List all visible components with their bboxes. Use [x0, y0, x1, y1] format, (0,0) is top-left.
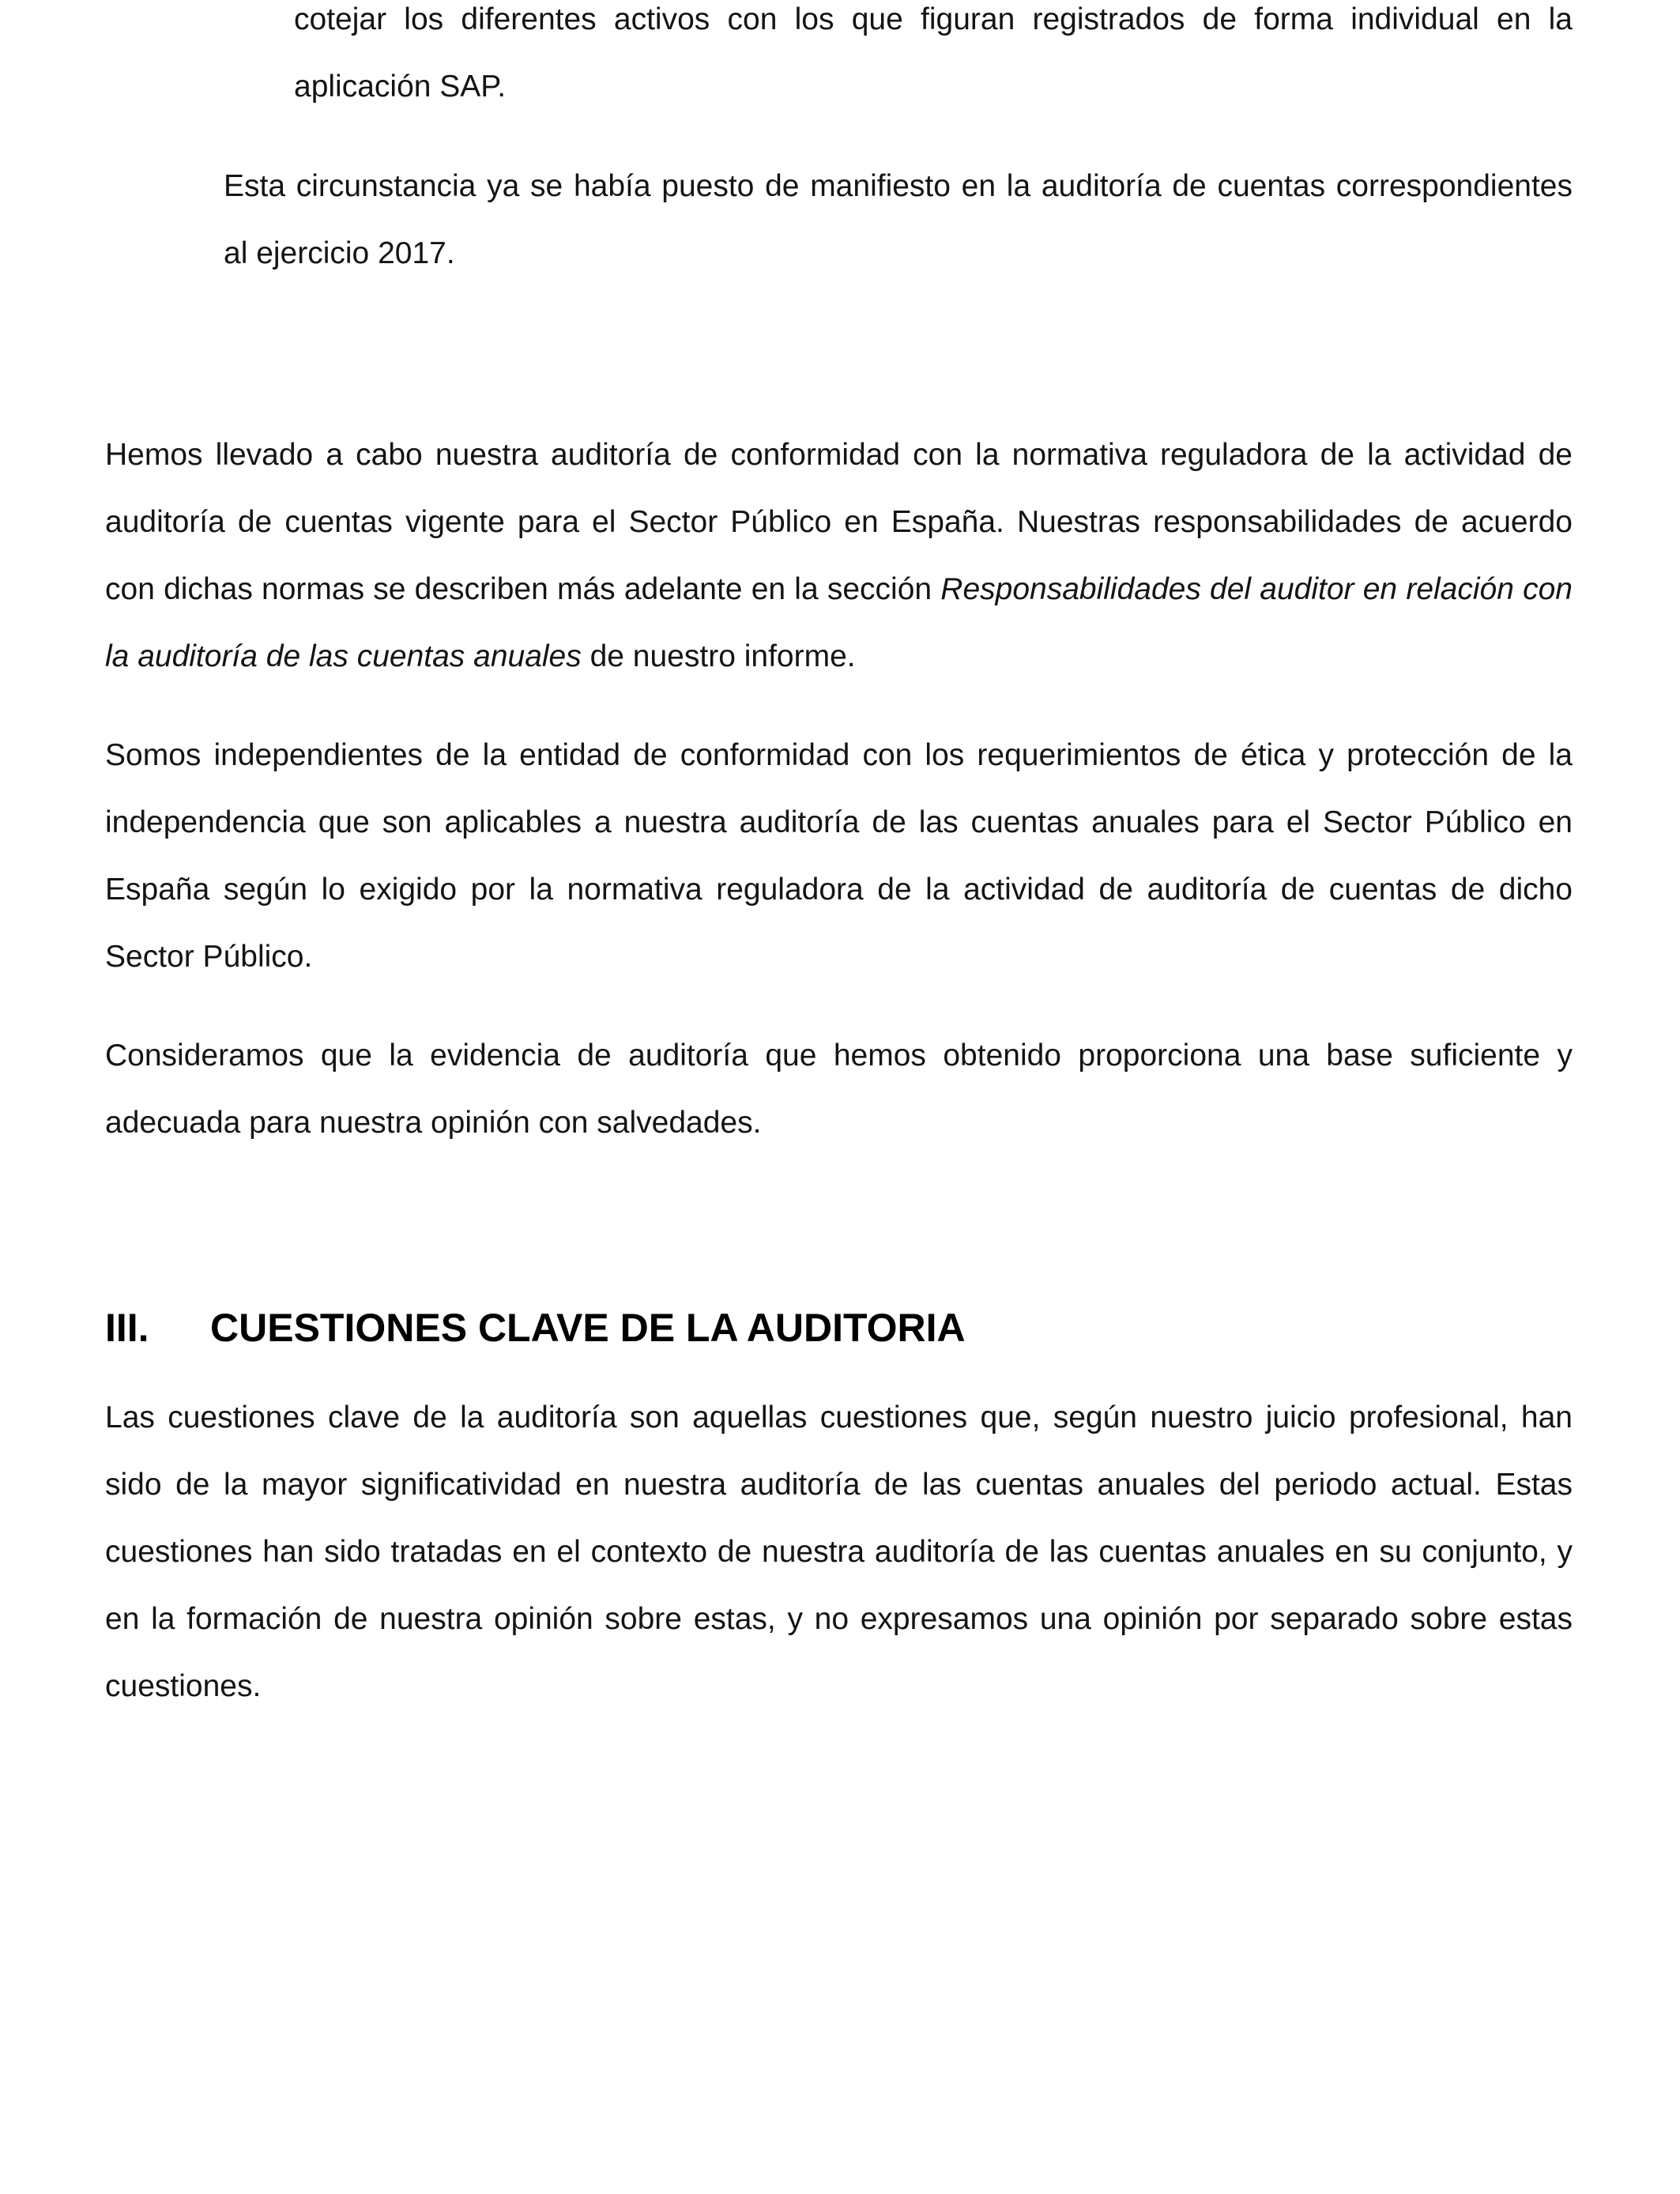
note-paragraph: Esta circunstancia ya se había puesto de manifiesto en la auditoría de cuentas correspondientes al ejercicio 2017.	[224, 169, 1573, 270]
section-number: III.	[105, 1306, 149, 1350]
independence-paragraph: Somos independientes de la entidad de conformidad con los requerimientos de ética y protección de la independencia que son aplicables a nuestra auditoría de las cuentas anuales para el Sector Público en España según lo exigido por la normativa reguladora de la actividad de auditoría de cuentas de dicho Sector Público.	[105, 738, 1573, 974]
auditor-responsibilities-reference: Responsabilidades del auditor en relación con la auditoría de las cuentas anuales	[105, 572, 1573, 673]
audit-basis-text-start: Hemos llevado a cabo nuestra auditoría de conformidad con la normativa reguladora de la actividad de auditoría de cuentas vigente para el Sector Público en España. Nuestras responsabilidades de acuerdo con dichas normas se describen más adelante en la sección	[105, 438, 1573, 606]
evidence-paragraph: Consideramos que la evidencia de auditoría que hemos obtenido proporciona una base suficiente y adecuada para nuestra opinión con salvedades.	[105, 1039, 1573, 1140]
audit-basis-paragraph	[105, 421, 1573, 690]
list-item-continuation: cotejar los diferentes activos con los que figuran registrados de forma individual en la aplicación SAP.	[294, 2, 1573, 104]
key-audit-matters-paragraph: Las cuestiones clave de la auditoría son aquellas cuestiones que, según nuestro juicio profesional, han sido de la mayor significatividad en nuestra auditoría de las cuentas anuales del periodo actual. Estas cuestiones han sido tratadas en el contexto de nuestra auditoría de las cuentas anuales en su conjunto, y en la formación de nuestra opinión sobre estas, y no expresamos una opinión por separado sobre estas cuestiones.	[105, 1400, 1573, 1703]
audit-basis-text-end: de nuestro informe.	[581, 639, 856, 673]
section-heading	[105, 1296, 1573, 1359]
section-title: CUESTIONES CLAVE DE LA AUDITORIA	[210, 1306, 966, 1350]
